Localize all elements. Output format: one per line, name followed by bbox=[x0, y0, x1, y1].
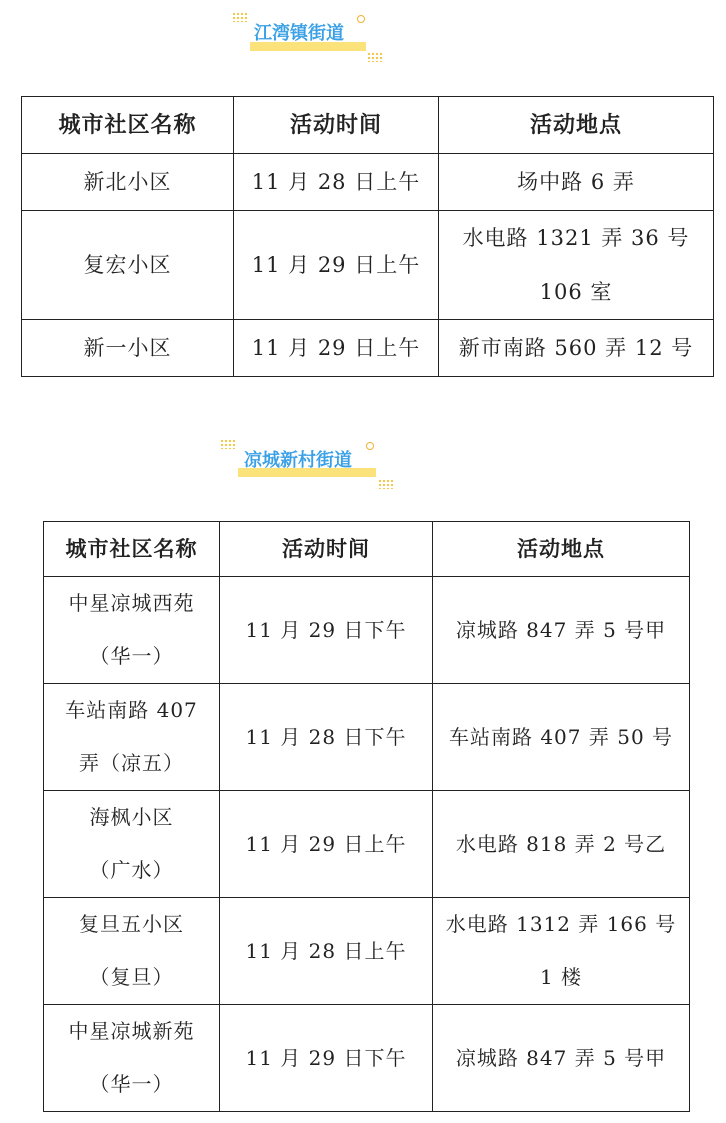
community-name: 新北小区 bbox=[22, 154, 234, 211]
decor-dots-icon bbox=[367, 52, 383, 62]
table-row bbox=[22, 211, 714, 320]
header-place: 活动地点 bbox=[439, 97, 714, 154]
activity-place: 场中路 6 弄 bbox=[439, 154, 714, 211]
section-title: 江湾镇街道 bbox=[254, 23, 344, 44]
table-row bbox=[44, 1005, 690, 1112]
header-place: 活动地点 bbox=[433, 522, 690, 577]
table-row bbox=[22, 320, 714, 377]
community-name: 车站南路 407 弄（凉五） bbox=[44, 684, 220, 791]
table-header-row bbox=[22, 97, 714, 154]
activity-place: 凉城路 847 弄 5 号甲 bbox=[433, 577, 690, 684]
activity-time: 11 月 29 日上午 bbox=[220, 791, 433, 898]
community-name: 复旦五小区 （复旦） bbox=[44, 898, 220, 1005]
schedule-table-liangcheng bbox=[43, 521, 690, 1112]
activity-time: 11 月 29 日上午 bbox=[234, 211, 439, 320]
table-row bbox=[44, 577, 690, 684]
table-row bbox=[22, 154, 714, 211]
activity-time: 11 月 28 日上午 bbox=[234, 154, 439, 211]
activity-place: 车站南路 407 弄 50 号 bbox=[433, 684, 690, 791]
community-name: 中星凉城新苑 （华一） bbox=[44, 1005, 220, 1112]
decor-ring-icon bbox=[357, 15, 365, 23]
header-community: 城市社区名称 bbox=[44, 522, 220, 577]
activity-place: 水电路 1321 弄 36 号 106 室 bbox=[439, 211, 714, 320]
section-header-liangcheng bbox=[218, 437, 398, 487]
activity-time: 11 月 28 日下午 bbox=[220, 684, 433, 791]
activity-place: 水电路 1312 弄 166 号 1 楼 bbox=[433, 898, 690, 1005]
section-header-jiangwan bbox=[230, 10, 390, 60]
community-name: 中星凉城西苑 （华一） bbox=[44, 577, 220, 684]
decor-dots-icon bbox=[232, 12, 248, 22]
decor-dots-icon bbox=[378, 479, 394, 489]
section-title: 凉城新村街道 bbox=[244, 450, 352, 471]
community-name: 海枫小区 （广水） bbox=[44, 791, 220, 898]
decor-ring-icon bbox=[366, 442, 374, 450]
header-time: 活动时间 bbox=[220, 522, 433, 577]
activity-place: 新市南路 560 弄 12 号 bbox=[439, 320, 714, 377]
table-row bbox=[44, 791, 690, 898]
table-header-row bbox=[44, 522, 690, 577]
activity-place: 水电路 818 弄 2 号乙 bbox=[433, 791, 690, 898]
schedule-table-jiangwan bbox=[21, 96, 714, 377]
table-row bbox=[44, 684, 690, 791]
decor-dots-icon bbox=[220, 439, 236, 449]
header-community: 城市社区名称 bbox=[22, 97, 234, 154]
activity-time: 11 月 28 日上午 bbox=[220, 898, 433, 1005]
activity-time: 11 月 29 日下午 bbox=[220, 577, 433, 684]
community-name: 复宏小区 bbox=[22, 211, 234, 320]
activity-time: 11 月 29 日上午 bbox=[234, 320, 439, 377]
activity-time: 11 月 29 日下午 bbox=[220, 1005, 433, 1112]
header-time: 活动时间 bbox=[234, 97, 439, 154]
activity-place: 凉城路 847 弄 5 号甲 bbox=[433, 1005, 690, 1112]
community-name: 新一小区 bbox=[22, 320, 234, 377]
table-row bbox=[44, 898, 690, 1005]
